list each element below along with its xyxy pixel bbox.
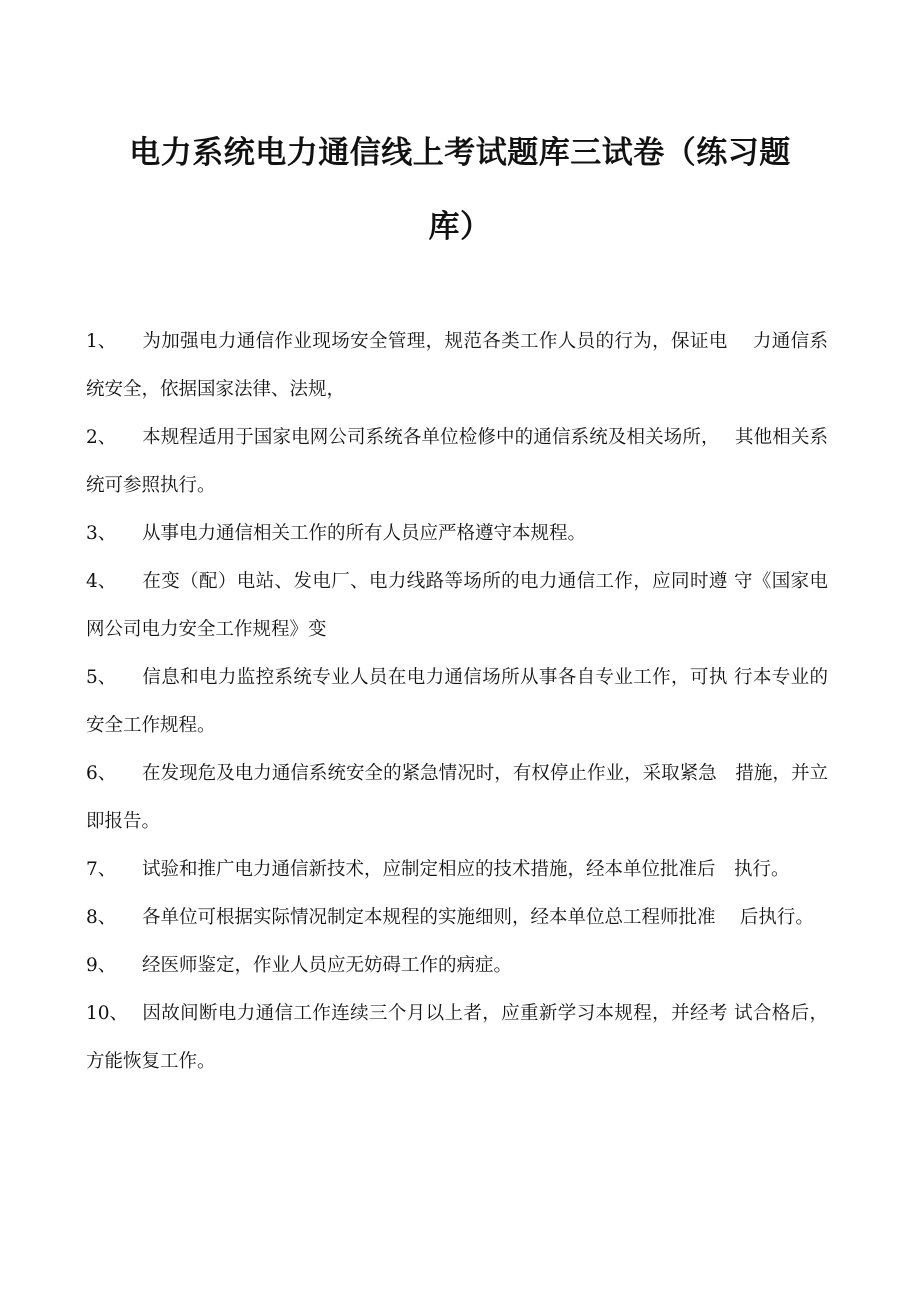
question-item-2: [86, 414, 828, 510]
item-text: 在发现危及电力通信系统安全的紧急情况时，有权停止作业，采取紧急 措施，并立即报告。: [86, 763, 828, 832]
item-text: 为加强电力通信作业现场安全管理，规范各类工作人员的行为，保证电 力通信系统安全，依据国家法律、法规，: [86, 331, 828, 400]
question-item-5: [86, 654, 828, 750]
item-text: 经医师鉴定，作业人员应无妨碍工作的病症。: [142, 955, 513, 976]
question-item-4: [86, 558, 828, 654]
question-item-3: [86, 510, 828, 558]
item-text: 本规程适用于国家电网公司系统各单位检修中的通信系统及相关场所， 其他相关系统可参照执行。: [86, 427, 828, 496]
item-number: 6、: [86, 763, 117, 784]
title-line-1: 电力系统电力通信线上考试题库三试卷（练习题: [129, 135, 791, 171]
item-number: 3、: [86, 523, 117, 544]
item-text: 信息和电力监控系统专业人员在电力通信场所从事各自专业工作，可执 行本专业的安全工作规程。: [86, 667, 828, 736]
item-text: 试验和推广电力通信新技术，应制定相应的技术措施，经本单位批准后 执行。: [142, 859, 790, 880]
question-item-8: [86, 894, 828, 942]
item-number: 4、: [86, 571, 117, 592]
document-title: [90, 116, 830, 264]
item-text: 因故间断电力通信工作连续三个月以上者，应重新学习本规程，并经考 试合格后，方能恢复工作。: [86, 1003, 828, 1072]
item-number: 5、: [86, 667, 117, 688]
item-text: 在变（配）电站、发电厂、电力线路等场所的电力通信工作，应同时遵 守《国家电网公司电力安全工作规程》变: [86, 571, 828, 640]
question-list: [86, 318, 828, 1086]
question-item-6: [86, 750, 828, 846]
item-number: 8、: [86, 907, 117, 928]
question-item-7: [86, 846, 828, 894]
item-number: 1、: [86, 331, 117, 352]
item-text: 各单位可根据实际情况制定本规程的实施细则，经本单位总工程师批准 后执行。: [142, 907, 814, 928]
item-number: 10、: [86, 1003, 129, 1024]
item-number: 9、: [86, 955, 117, 976]
item-text: 从事电力通信相关工作的所有人员应严格遵守本规程。: [142, 523, 587, 544]
item-number: 2、: [86, 427, 117, 448]
question-item-1: [86, 318, 828, 414]
item-number: 7、: [86, 859, 117, 880]
question-item-9: [86, 942, 828, 990]
question-item-10: [86, 990, 828, 1086]
title-line-2: 库）: [428, 209, 492, 245]
